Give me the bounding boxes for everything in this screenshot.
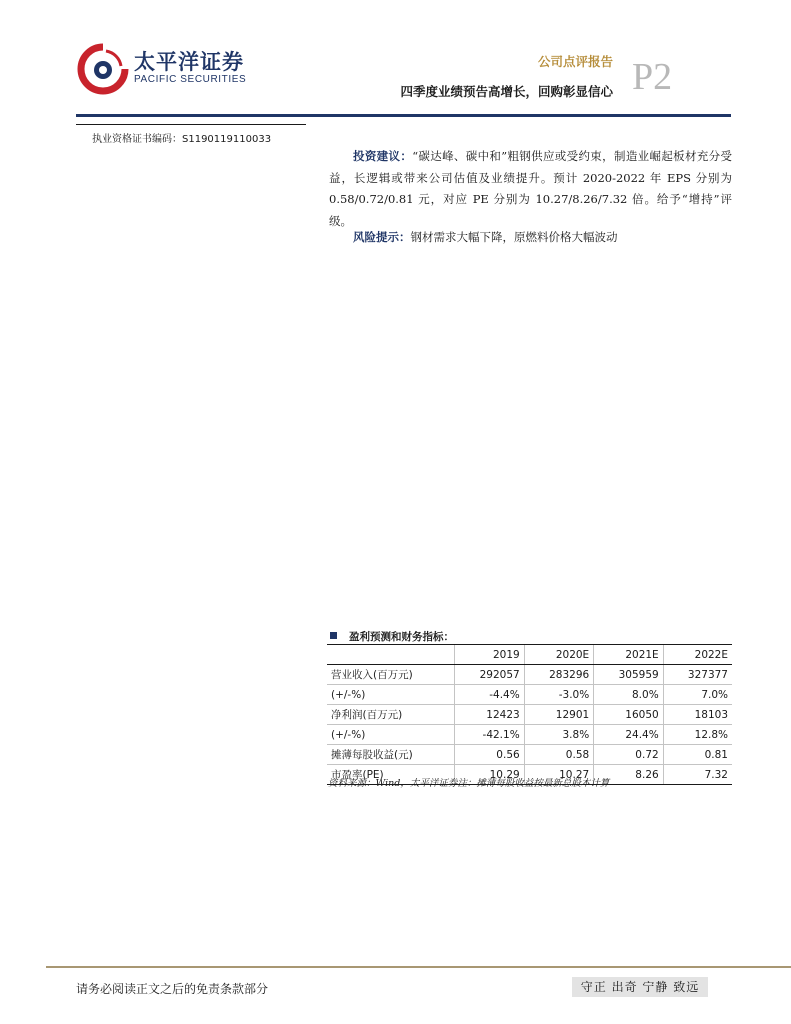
table-cell: 292057 [455, 665, 525, 685]
table-cell: -42.1% [455, 725, 525, 745]
table-header-cell: 2021E [594, 645, 664, 665]
row-label: 净利润(百万元) [327, 705, 455, 725]
analyst-certificate: 执业资格证书编码：S1190119110033 [92, 134, 272, 145]
row-label: (+/-%) [327, 725, 455, 745]
header-divider [76, 114, 731, 117]
table-cell: 12901 [524, 705, 594, 725]
table-caption-text: 盈利预测和财务指标： [349, 631, 454, 643]
table-cell: 0.58 [524, 745, 594, 765]
table-cell: 16050 [594, 705, 664, 725]
table-cell: 7.32 [663, 765, 732, 785]
table-cell: 18103 [663, 705, 732, 725]
table-cell: 305959 [594, 665, 664, 685]
table-cell: -4.4% [455, 685, 525, 705]
footer-divider [46, 966, 791, 968]
investment-advice-paragraph [329, 146, 732, 232]
logo-chinese-name: 太平洋证券 [134, 50, 244, 74]
table-row [327, 725, 732, 745]
table-cell: 12423 [455, 705, 525, 725]
table-cell: 0.56 [455, 745, 525, 765]
row-label: 营业收入(百万元) [327, 665, 455, 685]
table-cell: 8.26 [594, 765, 664, 785]
table-header-cell: 2022E [663, 645, 732, 665]
investment-advice-heading: 投资建议： [353, 149, 413, 163]
table-cell: 0.72 [594, 745, 664, 765]
table-cell: 283296 [524, 665, 594, 685]
risk-warning-text: 钢材需求大幅下降，原燃料价格大幅波动 [410, 230, 618, 244]
table-row [327, 665, 732, 685]
table-header-cell [327, 645, 455, 665]
table-header-cell: 2020E [524, 645, 594, 665]
financial-forecast-table [327, 644, 732, 785]
table-header-row [327, 645, 732, 665]
row-label: 市盈率(PE) [327, 765, 455, 785]
risk-warning-paragraph [329, 227, 732, 249]
footer-disclaimer: 请务必阅读正文之后的免责条款部分 [76, 982, 269, 996]
pacific-logo-icon [76, 42, 130, 96]
table-cell: 3.8% [524, 725, 594, 745]
row-label: 摊薄每股收益(元) [327, 745, 455, 765]
table-cell: 327377 [663, 665, 732, 685]
sidebar-divider [76, 124, 306, 125]
table-cell: 10.29 [455, 765, 525, 785]
table-cell: 8.0% [594, 685, 664, 705]
table-row [327, 705, 732, 725]
square-bullet-icon [330, 632, 337, 639]
table-cell: 0.81 [663, 745, 732, 765]
table-cell: 10.27 [524, 765, 594, 785]
table-cell: 12.8% [663, 725, 732, 745]
table-cell: 7.0% [663, 685, 732, 705]
table-header-cell: 2019 [455, 645, 525, 665]
table-caption [330, 629, 454, 644]
table-row [327, 745, 732, 765]
row-label: (+/-%) [327, 685, 455, 705]
footer-motto: 守正 出奇 宁静 致远 [572, 977, 708, 997]
company-logo [76, 42, 247, 98]
risk-warning-heading: 风险提示： [353, 230, 411, 244]
report-title: 四季度业绩预告高增长，回购彰显信心 [400, 84, 613, 99]
logo-english-name: PACIFIC SECURITIES [134, 74, 247, 85]
table-cell: -3.0% [524, 685, 594, 705]
table-cell: 24.4% [594, 725, 664, 745]
page-number: P2 [632, 56, 673, 98]
report-type: 公司点评报告 [537, 54, 613, 69]
table-source-note: 资料来源：Wind，太平洋证券注：摊薄每股收益按最新总股本计算 [328, 778, 610, 789]
investment-advice-text: “碳达峰、碳中和”粗钢供应或受约束，制造业崛起板材充分受益，长逻辑或带来公司估值及业绩提升。预计 2020-2022 年 EPS 分别为 0.58/0.72/0.81 元，对应 PE 分别为 10.27/8.26/7.32 倍。给予“增持”评级。 [329, 149, 732, 228]
table-row [327, 685, 732, 705]
